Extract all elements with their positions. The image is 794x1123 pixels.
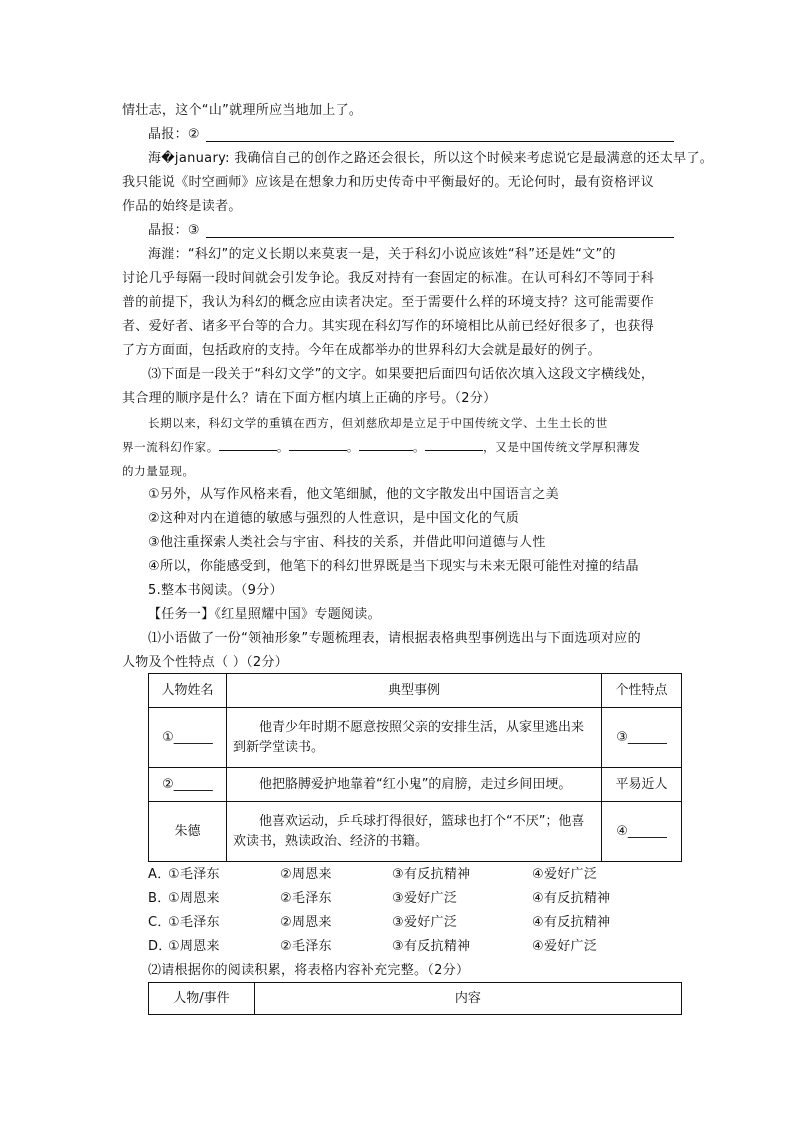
table-header: 人物姓名 [149,674,227,708]
answer-blank-3[interactable] [206,237,674,238]
table-cell-event: 他青少年时期不愿意按照父亲的安排生活，从家里逃出来到新学堂读书。 [226,708,601,768]
table-cell-name: 朱德 [149,802,227,862]
fill-blank[interactable] [289,450,347,451]
question-stem: ⑴小语做了一份“领袖形象”专题梳理表，请根据表格典型事例选出与下面选项对应的 [148,631,641,646]
question-stem: 其合理的顺序是什么？请在下面方框内填上正确的序号。（2分） [122,391,497,406]
option-line: ④所以，你能感受到，他笔下的科幻世界既是当下现实与未来无限可能性对撞的结晶 [148,559,639,574]
choice-item: ④有反抗精神 [532,891,611,906]
choice-letter: B． [148,891,171,906]
choice-item: ④有反抗精神 [532,915,611,930]
option-line: ②这种对内在道德的敏感与强烈的人性意识，是中国文化的气质 [148,511,520,526]
choice-item: ①周恩来 [168,891,220,906]
answer-line: 讨论几乎每隔一段时间就会引发争论。我反对持有一套固定的标准。在认可科幻不等同于科 [122,271,655,286]
table-cell-event: 他喜欢运动，乒乓球打得很好，篮球也打个“不厌”；他喜欢读书，熟读政治、经济的书籍。 [226,802,601,862]
answer-line: 普的前提下，我认为科幻的概念应由读者决定。至于需要什么样的环境支持？这可能需要作 [122,295,655,310]
choice-item: ②周恩来 [280,915,332,930]
table-header: 典型事例 [226,674,601,708]
table-cell-trait[interactable]: ④______ [602,802,682,862]
choice-item: ③爱好广泛 [392,891,458,906]
choice-item: ①周恩来 [168,939,220,954]
choice-item: ④爱好广泛 [532,939,598,954]
choice-letter: C． [148,915,171,930]
question-stem: ⑶下面是一段关于“科幻文学”的文字。如果要把后面四句话依次填入这段文字横线处， [148,367,655,382]
answer-line: 海�january: 我确信自己的创作之路还会很长，所以这个时候来考虑说它是最满意的还太早了。 [148,151,714,166]
choice-letter: D． [148,939,172,954]
table-header: 内容 [254,983,681,1015]
table-cell-trait[interactable]: ③______ [602,708,682,768]
question-label-2: 晶报：② [148,127,200,142]
answer-line: 作品的始终是读者。 [122,199,242,214]
leader-table [148,673,682,862]
table-row [149,708,682,768]
question-stem: 人物及个性特点（ ）（2分） [122,655,289,670]
paragraph-line: 情壮志，这个“山”就理所应当地加上了。 [122,103,363,118]
choice-letter: A． [148,867,171,882]
table-cell-name[interactable]: ②______ [149,768,227,802]
table-cell-event: 他把胳膊爱护地靠着“红小鬼”的肩膀，走过乡间田埂。 [226,768,601,802]
answer-blank-2[interactable] [206,141,674,142]
choice-item: ③爱好广泛 [392,915,458,930]
table-cell-name[interactable]: ①______ [149,708,227,768]
choice-item: ②周恩来 [280,867,332,882]
table-header: 人物/事件 [149,983,255,1015]
answer-line: 者、爱好者、诸多平台等的合力。其实现在科幻写作的环境相比从前已经好很多了，也获得 [122,319,655,334]
choice-item: ③有反抗精神 [392,867,471,882]
table-header: 个性特点 [602,674,682,708]
section-title: 5.整本书阅读。（9分） [148,583,283,598]
choice-item: ②毛泽东 [280,939,332,954]
choice-item: ③有反抗精神 [392,939,471,954]
passage-line: 长期以来，科幻文学的重镇在西方，但刘慈欣却是立足于中国传统文学、土生土长的世 [148,416,608,430]
choice-item: ④爱好广泛 [532,867,598,882]
fill-blank[interactable] [359,450,413,451]
answer-line: 我只能说《时空画师》应该是在想象力和历史传奇中平衡最好的。无论何时，最有资格评议 [122,175,655,190]
choice-item: ①毛泽东 [168,915,220,930]
passage-line-with-blanks: 界一流科幻作家。 。 。 。 ，又是中国传统文学厚积薄发 [122,440,641,454]
table-cell-trait: 平易近人 [602,768,682,802]
choice-item: ②毛泽东 [280,891,332,906]
question-stem: ⑵请根据你的阅读积累，将表格内容补充完整。（2分） [148,963,470,978]
answer-line: 海漄：“科幻”的定义长期以来莫衷一是，关于科幻小说应该姓“科”还是姓“文”的 [148,247,616,262]
table-row [149,768,682,802]
choice-item: ①毛泽东 [168,867,220,882]
fill-table [148,982,682,1015]
table-row [149,802,682,862]
answer-line: 了方方面面，包括政府的支持。今年在成都举办的世界科幻大会就是最好的例子。 [122,343,601,358]
option-line: ①另外，从写作风格来看，他文笔细腻，他的文字散发出中国语言之美 [148,487,559,502]
passage-text: ，又是中国传统文学厚积薄发 [483,440,641,454]
passage-text: 界一流科幻作家。 [122,440,219,454]
passage-line: 的力量显现。 [122,464,195,478]
question-label-3: 晶报：③ [148,223,200,238]
fill-blank[interactable] [425,450,483,451]
task-title: 【任务一】《红星照耀中国》专题阅读。 [148,607,381,622]
fill-blank[interactable] [219,450,277,451]
option-line: ③他注重探索人类社会与宇宙、科技的关系，并借此叩问道德与人性 [148,535,546,550]
